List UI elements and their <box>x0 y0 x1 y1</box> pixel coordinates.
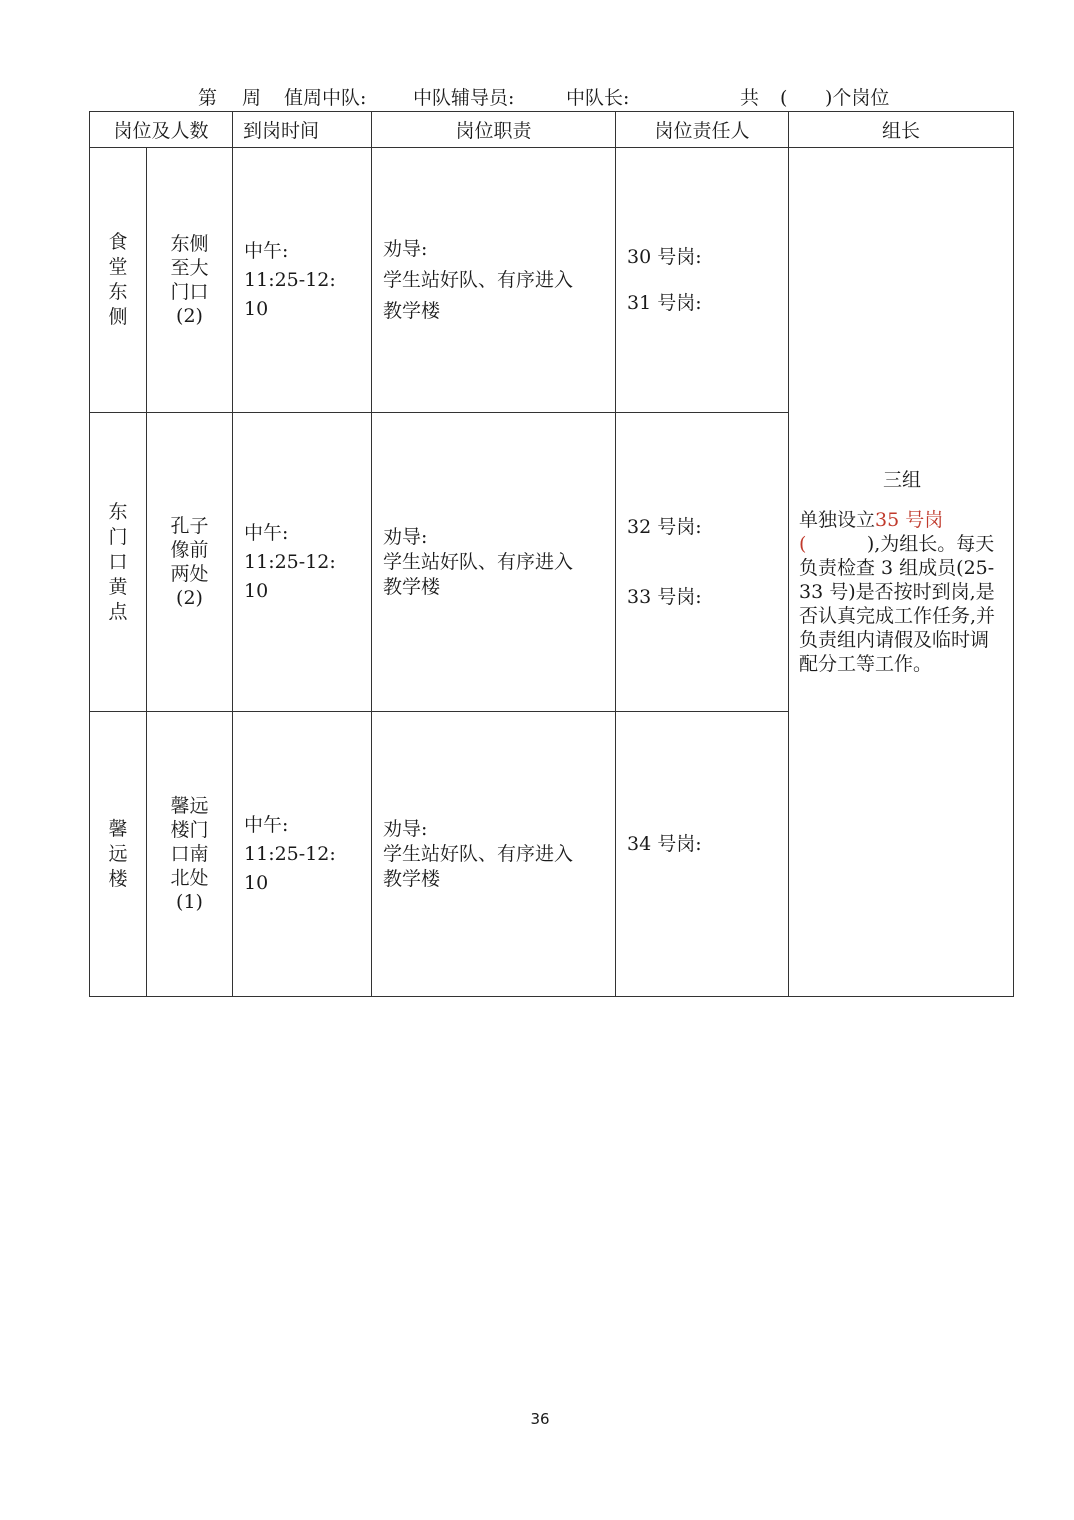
area-text: 食堂东侧 <box>108 231 128 328</box>
duty-squad-label: 值周中队: <box>284 87 367 109</box>
total-prefix: 共 <box>740 87 760 109</box>
post-label: 31 号岗: <box>627 292 702 314</box>
time-range: 11:25-12: <box>244 268 336 291</box>
col-duties: 岗位职责 <box>372 112 616 148</box>
time-range-end: 10 <box>244 297 269 320</box>
duty-text-end: 教学楼 <box>383 299 441 322</box>
captain-label: 中队长: <box>566 87 630 109</box>
total-suffix: )个岗位 <box>825 87 890 109</box>
spot-cell <box>147 712 233 997</box>
document-header <box>90 84 1012 112</box>
leader-cell <box>789 148 1014 997</box>
area-cell <box>90 413 147 712</box>
col-post-people: 岗位及人数 <box>90 112 233 148</box>
duty-text: 学生站好队、有序进入 <box>383 550 574 573</box>
time-cell <box>233 148 372 413</box>
leader-group: 三组 <box>883 469 922 491</box>
week-prefix: 第 <box>198 87 218 109</box>
page-number: 36 <box>530 1410 550 1428</box>
spot-text: 孔子像前两处(2) <box>170 515 209 609</box>
duty-text: 学生站好队、有序进入 <box>383 268 574 291</box>
area-cell <box>90 712 147 997</box>
spot-cell <box>147 413 233 712</box>
duty-title: 劝导: <box>383 817 428 840</box>
post-label: 34 号岗: <box>627 832 702 855</box>
area-text: 馨远楼 <box>108 817 128 890</box>
time-cell <box>233 413 372 712</box>
time-cell <box>233 712 372 997</box>
leader-description <box>799 508 1005 676</box>
responsible-cell <box>616 148 789 413</box>
time-range: 11:25-12: <box>244 842 336 865</box>
duty-text: 学生站好队、有序进入 <box>383 842 574 865</box>
duty-text-end: 教学楼 <box>383 867 441 890</box>
table-row <box>90 148 1014 413</box>
responsible-cell <box>616 712 789 997</box>
table-header-row <box>90 112 1014 148</box>
time-range: 11:25-12: <box>244 550 336 573</box>
area-cell <box>90 148 147 413</box>
leader-text: ),为组长。每天负责检查 3 组成员(25-33 号)是否按时到岗,是否认真完成工作任务,并负责组内请假及临时调配分工等工作。 <box>799 533 996 675</box>
post-label: 32 号岗: <box>627 516 702 538</box>
col-arrival-time: 到岗时间 <box>233 112 372 148</box>
duty-cell <box>372 148 616 413</box>
duty-title: 劝导: <box>383 525 428 548</box>
time-label: 中午: <box>244 239 289 262</box>
post-label: 33 号岗: <box>627 586 702 608</box>
counselor-label: 中队辅导员: <box>413 87 515 109</box>
post-label: 30 号岗: <box>627 246 702 268</box>
col-leader: 组长 <box>789 112 1014 148</box>
spot-text: 东侧至大门口(2) <box>170 233 209 327</box>
leader-text-prefix: 单独设立 <box>799 509 876 531</box>
time-range-end: 10 <box>244 871 269 894</box>
time-label: 中午: <box>244 521 289 544</box>
spot-text: 馨远楼门口南北处(1) <box>170 795 209 913</box>
leader-highlight-paren: ( <box>799 533 867 555</box>
col-responsible: 岗位责任人 <box>616 112 789 148</box>
duty-cell <box>372 712 616 997</box>
area-text: 东门口黄点 <box>108 500 128 623</box>
week-suffix: 周 <box>242 87 262 109</box>
duty-table <box>89 111 1014 997</box>
leader-highlight-post: 35 号岗 <box>875 509 944 531</box>
duty-title: 劝导: <box>383 237 428 260</box>
duty-cell <box>372 413 616 712</box>
duty-text-end: 教学楼 <box>383 575 441 598</box>
spot-cell <box>147 148 233 413</box>
responsible-cell <box>616 413 789 712</box>
time-label: 中午: <box>244 813 289 836</box>
total-paren-open: ( <box>780 87 788 109</box>
time-range-end: 10 <box>244 579 269 602</box>
